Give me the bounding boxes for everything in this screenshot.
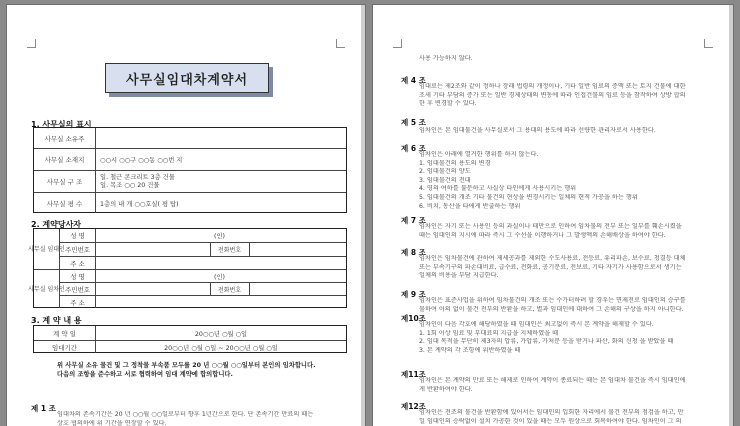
article-line: 조세 기타 부담의 증가 또는 일반 경제상태의 변동에 따라 인접건물의 임료 등을 참작하여 상방 합의 <box>419 91 686 99</box>
table-row <box>34 326 346 340</box>
lessor-group-label: 사무실 임대인 <box>34 229 60 269</box>
office-structure-line2: 일. 목조 ○○ 20 건물 <box>100 181 160 189</box>
office-address-value: ○○시 ○○구 ○○동 ○○번 지 <box>100 157 183 164</box>
article-line: 1. 1회 이상 임료 및 부대료의 지급을 지체하였을 때 <box>419 329 559 337</box>
margin-corner-mark <box>336 39 345 48</box>
office-owner-value <box>96 128 346 148</box>
office-address-label: 사무실 소재지 <box>34 149 96 170</box>
article-body <box>419 255 717 281</box>
lessor-phone-label: 전화번호 <box>210 243 250 256</box>
article-line: 일체의 비용을 부담 지급한다. <box>419 272 499 280</box>
lessor-seal: (인) <box>214 233 225 240</box>
article-line: 2. 임대물건의 양도 <box>419 168 471 176</box>
article-body <box>419 377 717 394</box>
contract-table <box>33 325 347 353</box>
article-body <box>419 83 717 109</box>
article-heading: 제 7 조 <box>401 216 426 225</box>
article-body <box>419 297 717 314</box>
article-line: 또는 부속기구의 파손대비료, 급수료, 전화료, 공기분료, 전보료, 기타 자기가 사용함으로서 생기는 <box>419 263 682 271</box>
article-line: 3. 본 계약의 각 조항에 위반하였을 때 <box>419 346 521 354</box>
table-row <box>34 128 346 148</box>
article-line: 3. 임대물건의 전대 <box>419 176 471 184</box>
office-structure-label: 사무실 구 조 <box>34 171 96 192</box>
margin-corner-mark <box>704 39 713 48</box>
office-owner-label: 사무실 소유주 <box>34 128 96 148</box>
office-structure-value <box>96 171 346 192</box>
office-structure-line1: 일. 철근 콘크리트 3층 건물 <box>100 173 175 181</box>
article-line: 한 후 변경할 수 있다. <box>419 100 477 108</box>
article-line: 6. 비치, 동산을 타에게 반출하는 행위 <box>419 202 521 210</box>
page-edge <box>729 5 733 426</box>
contract-date-value: 20○○년 ○월 ○일 <box>194 330 248 338</box>
document-page-left <box>6 4 366 426</box>
article-line: 일 임대인의 승락없이 설치 가공한 것이 있을 때는 모두 원상으로 회복하여야 한다. 임차인이 그 의 <box>419 417 682 425</box>
contract-date-label: 계 약 일 <box>34 326 96 340</box>
article-body <box>419 127 717 136</box>
article-heading: 제12조 <box>401 402 426 411</box>
article-body <box>419 409 717 426</box>
article-body <box>419 151 717 211</box>
article-line: 임대차의 존속기간은 20 년 ○○월 ○○일로부터 향후 1년간으로 한다. 단 존속기간 만료의 때는 <box>57 411 314 418</box>
article-body <box>419 223 717 240</box>
margin-corner-mark <box>393 39 402 48</box>
table-row <box>60 269 346 282</box>
office-area-label: 사무실 평 수 <box>34 193 96 213</box>
lessee-seal: (인) <box>214 273 225 281</box>
article-line: 임차인은 임차물건에 관하여 제세공과를 제외한 수도사용료, 전등료, 유리파손, 보수료, 청결등 대체 <box>419 255 686 262</box>
continued-text <box>419 55 717 64</box>
article-line: 게 반환하여야 한다. <box>419 385 473 393</box>
article-heading: 제 9 조 <box>401 290 426 299</box>
lessor-id-label: 주민번호 <box>60 243 96 256</box>
office-table <box>33 127 347 213</box>
lessee-name-label: 성 명 <box>60 270 96 282</box>
lessee-address-label: 주 소 <box>60 296 96 308</box>
article-line: 임차인이 다음 각호에 해당하였을 때 임대인은 최고없이 즉시 본 계약을 해제할 수 있다. <box>419 321 654 328</box>
lessee-group-label: 사무실 임차인 <box>34 269 60 308</box>
article-heading: 제10조 <box>401 314 426 323</box>
article-body <box>419 321 717 355</box>
parties-table <box>28 228 347 308</box>
table-row <box>60 282 346 295</box>
table-row <box>34 340 346 353</box>
article-heading: 제 1 조 <box>31 404 56 413</box>
intro-paragraph <box>57 361 355 379</box>
office-area-value: 1층의 내 개 ○○호실( 평 탑) <box>100 200 179 208</box>
article-line: 임대료는 제2조와 같이 정하나 장래 법령의 개정이나, 기타 일반 임료의 증액 또는 토지 건물에 대한 <box>419 83 686 90</box>
article-line: 물하여 이의 없이 물건 전부의 반환을 하고, 별과 임대인에 대하여 그 손해의 구상을 하지 아니한다. <box>419 305 684 313</box>
continued-line: 사용 가능하지 않다. <box>419 55 473 62</box>
table-row <box>60 242 346 256</box>
article-heading: 제 8 조 <box>401 248 426 257</box>
lessee-phone-label: 전화번호 <box>210 283 250 295</box>
margin-corner-mark <box>27 39 36 48</box>
article-heading: 제 4 조 <box>401 76 426 85</box>
article-line: 임차인은 표준사업을 위하여 임차물건의 개조 또는 수가터하려 할 경우는 면제전로 임대인의 승구를 <box>419 297 686 304</box>
document-page-right <box>372 4 734 426</box>
article-line: 때는 임대인의 지시에 따라 즉시 그 수선을 이행하거나 그 발생액의 손해배상을 하여야 한다. <box>419 231 666 239</box>
lessor-name-label: 성 명 <box>60 229 96 242</box>
section-heading-office: 1. 사무실의 표시 <box>31 120 92 129</box>
intro-line-2: 다음의 조항을 준수하고 서로 협력하여 임대 계약에 합의합니다. <box>57 371 233 378</box>
article-line: 임차인은 아래에 열거한 행위를 하지 않는다. <box>419 151 539 158</box>
article-line: 2. 임대 목적을 무단히 제3자의 압류, 가압류, 가처분 등을 받거나 파산, 화의 신청 을 받았을 때 <box>419 338 674 346</box>
article-heading: 제 6 조 <box>401 144 426 153</box>
table-row <box>60 256 346 269</box>
article-heading: 제 5 조 <box>401 118 426 127</box>
article-line: 1. 임대물건의 용도의 변경 <box>419 159 491 167</box>
intro-line-1: 위 사무실 소유 물건 및 그 정착물 부속품 모두를 20 년 ○○월 ○○일부터 본인의 임차합니다. <box>57 362 316 369</box>
lease-period-value: 20○○년 ○월 ○일 ~ 20○○년 ○월 ○일 <box>164 344 278 352</box>
section-heading-contract: 3. 계 약 내 용 <box>31 316 82 325</box>
lessee-id-label: 주민번호 <box>60 283 96 295</box>
lease-period-label: 임대기간 <box>34 341 96 353</box>
article-body <box>57 411 355 426</box>
document-title: 사무실임대차계약서 <box>105 63 269 93</box>
article-line: 임차인은 전조의 물건을 반환함에 있어서는 임대인의 입회한 자리에서 물건 전부의 점검을 하고, 만 <box>419 409 684 416</box>
lessor-address-label: 주 소 <box>60 257 96 269</box>
table-row <box>60 295 346 308</box>
table-row <box>34 170 346 192</box>
table-row <box>34 148 346 170</box>
table-row <box>34 192 346 213</box>
article-line: 5. 임대물건의 개조 기타 물건의 현상을 변경시키는 일체의 현적 가공을 하는 행위 <box>419 193 638 201</box>
article-line: 임차인은 본 임대물건을 사무실로서 그 용대의 용도에 따라 선량한 관리자로서 사용한다. <box>419 127 656 134</box>
table-row <box>60 229 346 242</box>
article-line: 임차인은 본 계약의 만료 또는 해제로 인하여 계약이 종료되는 때는 본 임대차 물건을 즉시 임대인에 <box>419 377 686 384</box>
article-line: 상호 협의하에 위 기간을 연장할 수 있다. <box>57 419 167 426</box>
article-line: 임차인은 자기 또는 사용인 등의 과실이나 태만으로 인하여 임차물의 전부 또는 일부를 훼손시켰을 <box>419 223 682 230</box>
article-line: 4. 영의 여하를 불문하고 사실상 타인에게 사용시키는 행위 <box>419 185 577 193</box>
section-heading-parties: 2. 계약당사자 <box>31 220 82 229</box>
article-heading: 제11조 <box>401 370 426 379</box>
page-edge <box>361 5 365 426</box>
